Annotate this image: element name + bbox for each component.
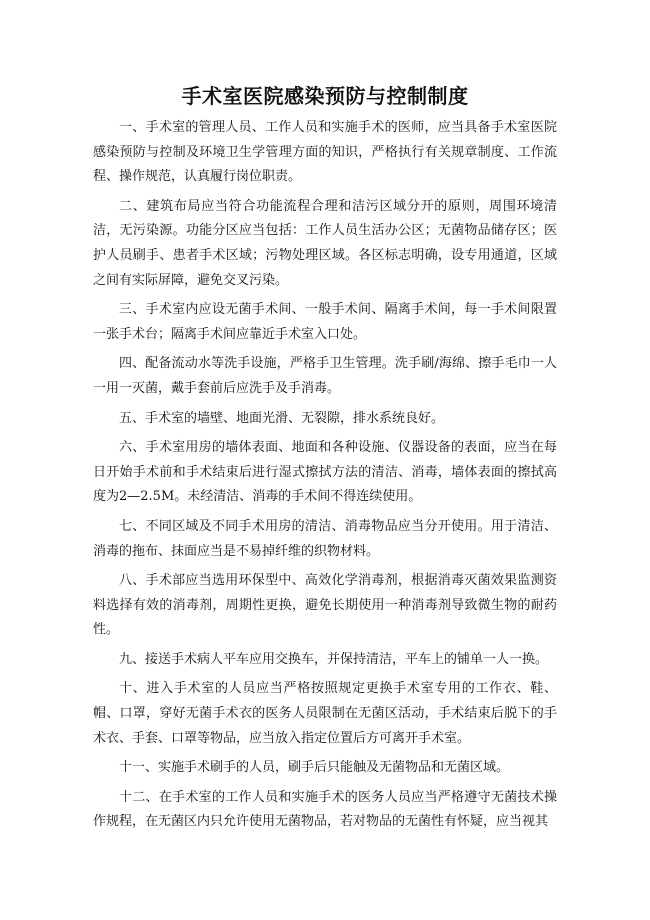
paragraph-11: 十一、实施手术刷手的人员，刷手后只能触及无菌物品和无菌区域。	[119, 760, 510, 776]
document-body	[93, 116, 557, 840]
paragraph-12: 十二、在手术室的工作人员和实施手术的医务人员应当严格遵守无菌技术操作规程，在无菌区内只允许使用无菌物品，若对物品的无菌性有怀疑，应当视其	[93, 789, 557, 830]
paragraph-2: 二、建筑布局应当符合功能流程合理和洁污区域分开的原则，周围环境清洁，无污染源。功能分区应当包括：工作人员生活办公区；无菌物品储存区；医护人员刷手、患者手术区域；污物处理区域。各区标志明确，设专用通道，区域之间有实际屏障，避免交叉污染。	[93, 198, 557, 288]
paragraph-10: 十、进入手术室的人员应当严格按照规定更换手术室专用的工作衣、鞋、帽、口罩，穿好无菌手术衣的医务人员限制在无菌区活动，手术结束后脱下的手术衣、手套、口罩等物品，应当放入指定位置后方可离开手术室。	[93, 681, 557, 746]
paragraph-8: 八、手术部应当选用环保型中、高效化学消毒剂，根据消毒灭菌效果监测资料选择有效的消毒剂，周期性更换，避免长期使用一种消毒剂导致微生物的耐药性。	[93, 573, 557, 638]
paragraph-7: 七、不同区域及不同手术用房的清洁、消毒物品应当分开使用。用于清洁、消毒的拖布、抹面应当是不易掉纤维的织物材料。	[93, 518, 557, 559]
paragraph-5: 五、手术室的墙壁、地面光滑、无裂隙，排水系统良好。	[119, 410, 445, 426]
paragraph-6: 六、手术室用房的墙体表面、地面和各种设施、仪器设备的表面，应当在每日开始手术前和手术结束后进行湿式擦拭方法的清洁、消毒，墙体表面的擦拭高度为2—2.5M。未经清洁、消毒的手术间不得连续使用。	[93, 440, 557, 505]
paragraph-9: 九、接送手术病人平车应用交换车，并保持清洁，平车上的铺单一人一换。	[119, 651, 549, 667]
paragraph-3: 三、手术室内应设无菌手术间、一般手术间、隔离手术间，每一手术间限置一张手术台；隔离手术间应靠近手术室入口处。	[93, 302, 557, 342]
paragraph-4: 四、配备流动水等洗手设施，严格手卫生管理。洗手刷/海绵、擦手毛巾一人一用一灭菌，戴手套前后应洗手及手消毒。	[93, 356, 557, 396]
document-title: 手术室医院感染预防与控制制度	[181, 84, 469, 108]
paragraph-1: 一、手术室的管理人员、工作人员和实施手术的医师，应当具备手术室医院感染预防与控制及环境卫生学管理方面的知识，严格执行有关规章制度、工作流程、操作规范，认真履行岗位职责。	[93, 120, 557, 185]
